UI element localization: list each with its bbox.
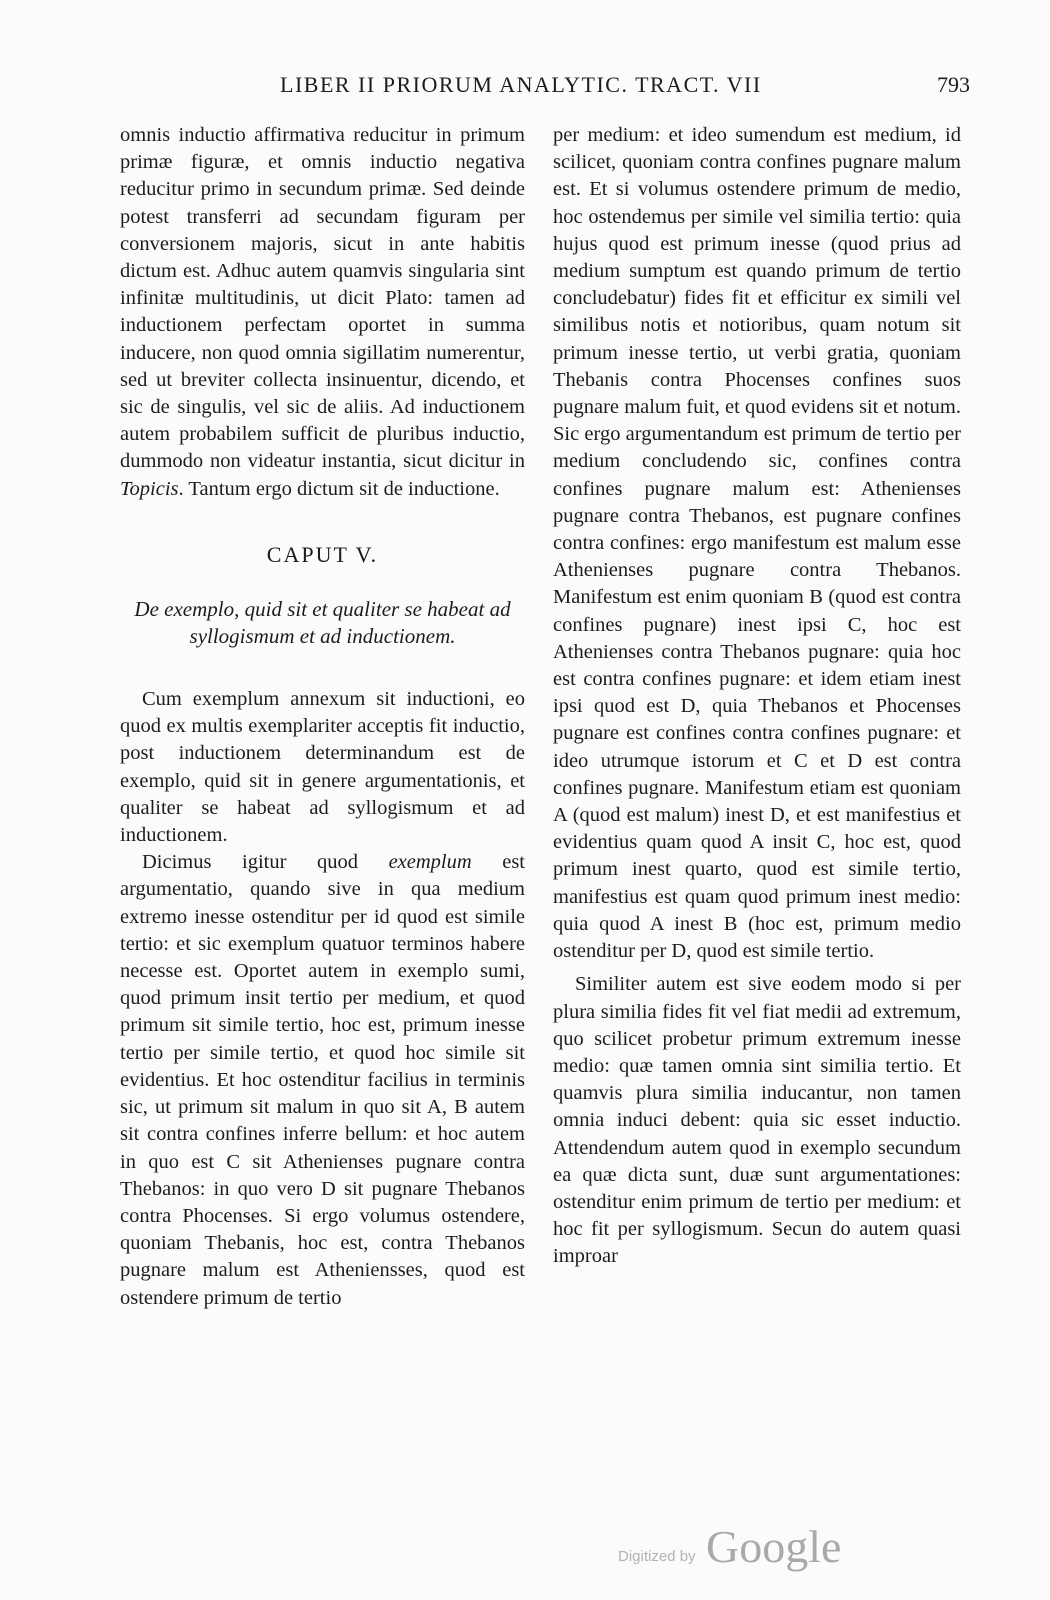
page-header — [120, 72, 970, 106]
right-column — [553, 122, 961, 1271]
left-column — [120, 122, 525, 1312]
left-paragraph-1 — [120, 122, 525, 503]
topicis-italic: Topicis — [120, 477, 179, 500]
left-paragraph-3 — [120, 849, 525, 1311]
right-paragraph-2: Similiter autem est sive eodem modo si per plura similia fides fit vel fiat medii ad extremum, quo scilicet probetur primum extremum inesse medio: quæ tamen omnia sint similia tertio. Et quamvis plura similia inducantur, non tamen omnia induci debent: quia sic esset inductio. Attendendum autem quod in exemplo secundum ea quæ dicta sunt, duæ sunt argumentationes: ostenditur enim primum de tertio per medium: et hoc fit per syllogismum. Secun do autem quasi improar — [553, 973, 961, 1268]
chapter-title: CAPUT V. — [266, 541, 379, 567]
left-paragraph-2: Cum exemplum annexum sit inductioni, eo quod ex multis exemplariter acceptis fit inductio, post inductionem determinandum est de exemplo, quid sit in genere argumentationis, et qualiter se habeat ad syllogismum et ad inductionem. — [120, 688, 525, 847]
page-number: 793 — [937, 72, 970, 97]
left-paragraph-3-start: Dicimus igitur quod — [142, 851, 358, 874]
left-paragraph-1-text: omnis inductio affirmativa reducitur in primum primæ figuræ, et omnis inductio negativa reducitur primo in secundum primæ. Sed deinde potest transferri ad secundam figuram per conversionem majoris, sicut in ante habitis dictum est. Adhuc autem quamvis singularia sint infinitæ multitudinis, ut dicit Plato: tamen ad inductionem perfectam oportet in summa inducere, non quod omnia sigillatim numerentur, sed ut breviter collecta insinuentur, dicendo, et sic de singulis, vel sic de aliis. Ad inductionem autem probabilem sufficit de pluribus inductio, dummodo non videatur instantia, sicut dicitur in — [120, 124, 525, 473]
exemplum-italic: exemplum — [388, 851, 472, 874]
left-paragraph-1-end: . Tantum ergo dictum sit de inductione. — [178, 477, 500, 500]
chapter-subtitle: De exemplo, quid sit et qualiter se habeat ad syllogismum et ad inductionem. — [134, 597, 511, 649]
digitized-watermark — [618, 1520, 878, 1580]
running-head: LIBER II PRIORUM ANALYTIC. TRACT. VII — [280, 72, 762, 97]
digitized-by-text: Digitized by — [618, 1548, 696, 1565]
left-paragraph-3-end: est argumentatio, quando sive in qua medium extremo inesse ostenditur per id quod est simile tertio: et sic exemplum quatuor terminos habere necesse est. Oportet autem in exemplo sumi, quod primum insit tertio per medium, et quod primum sit simile tertio, hoc est, primum inesse tertio per simile tertio, et quod hoc simile sit evidentius. Et hoc ostenditur facilius in terminis sic, ut primum sit malum in quo sit A, B autem sit contra confines inferre bellum: et hoc autem in quo est C sit Athenienses pugnare contra Thebanos: in quo vero D sit pugnare Thebanos contra Phocenses. Si ergo volumus ostendere, quoniam Thebanis, hoc est, contra Thebanos pugnare malum est Atheniensses, quod est ostendere primum de tertio — [120, 851, 526, 1309]
right-paragraph-1: per medium: et ideo sumendum est medium, id scilicet, quoniam contra confines pugnare malum est. Et si volumus ostendere primum de medio, hoc ostendemus per simile vel similia tertio: quia hujus quod est primum inesse (quod prius ad medium sumptum est quando primum de tertio concludebatur) fides fit et efficitur ex simili vel similibus notis et notioribus, quam notum sit primum inesse tertio, ut verbi gratia, quoniam Thebanis contra Phocenses confines suos pugnare malum fuit, et quod evidens sit et notum. Sic ergo argumentandum est primum de tertio per medium concludendo sic, confines contra confines pugnare malum est: Athenienses pugnare contra Thebanos, est pugnare confines contra confines: ergo manifestum est malum esse Athenienses pugnare contra Thebanos. Manifestum est enim quoniam B (quod est contra confines pugnare) inest ipsi C, hoc est Athenienses contra Thebanos pugnare: quia hoc est contra confines pugnare: et idem etiam inest ipsi quod est D, quia Thebanos et Phocenses pugnare est confines contra confines pugnare: et ideo utrumque istorum et C et D est contra confines pugnare. Manifestum etiam est quoniam A (quod est malum) inest D, et est manifestius et evidentius quam quod A insit C, hoc est, quod primum inest quarto, quod est simile tertio, manifestius est quam quod primum inest medio: quia quod A inest B (hoc est, primum medio ostenditur per D, quod est simile tertio. — [553, 124, 961, 963]
google-logo: Google — [706, 1521, 842, 1572]
